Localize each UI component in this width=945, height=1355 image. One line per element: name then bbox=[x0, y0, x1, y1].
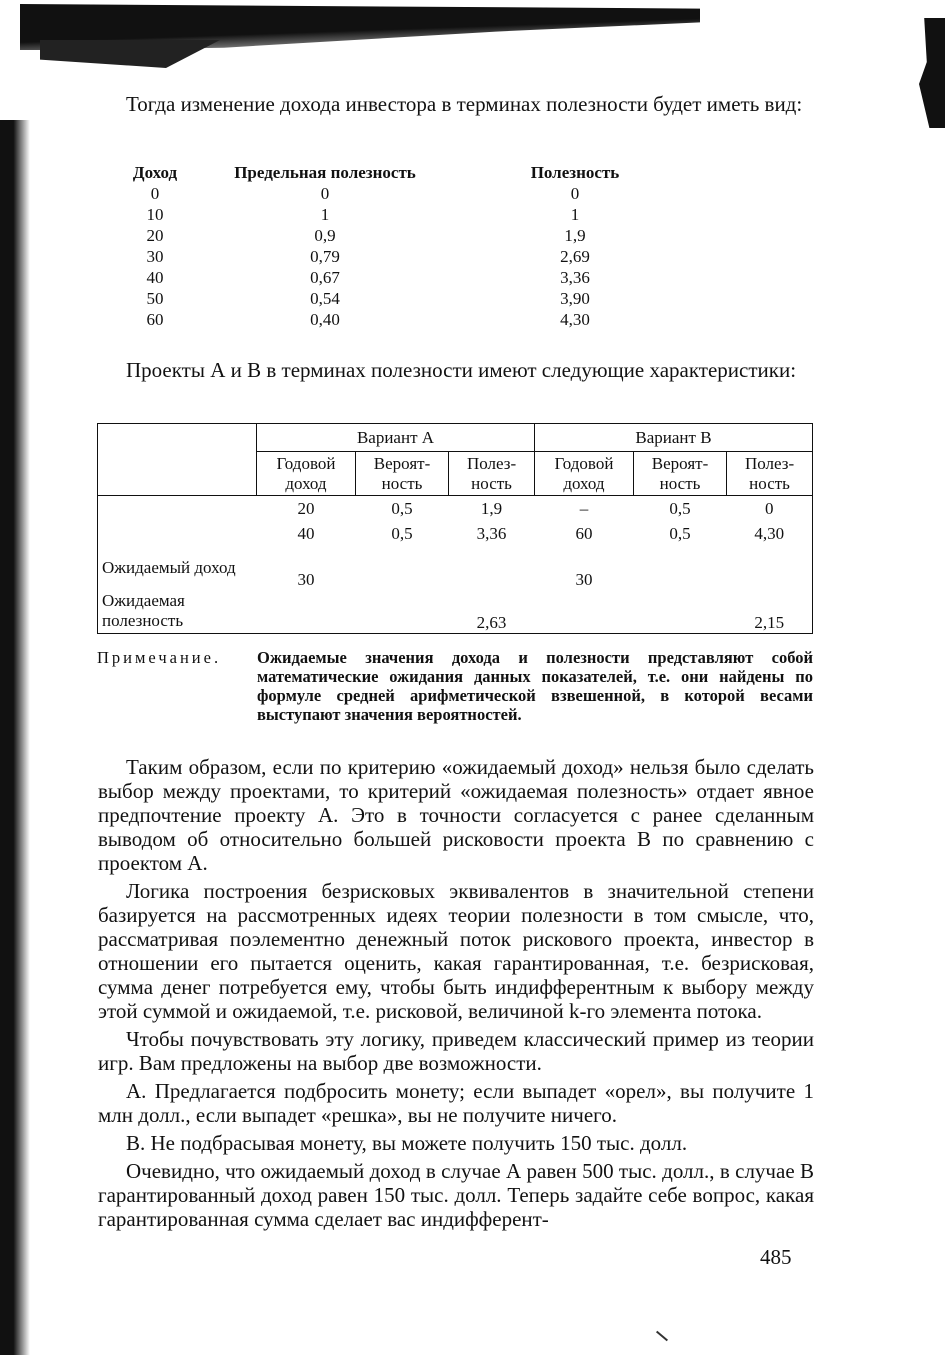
projects-intro-block bbox=[98, 358, 814, 382]
cell-income: 60 bbox=[146, 310, 164, 329]
income-table-header bbox=[130, 162, 720, 183]
variant-b-header: Вариант В bbox=[534, 424, 812, 452]
cell-marginal: 0,79 bbox=[310, 247, 340, 266]
paragraph-logic: Логика построения безрисковых эквивалентов в значительной степени базируется на рассмотренных идеях теории полезности в том смысле, что, рассматривая поэлементно денежный поток рискового проекта, инвестор в отношении его пытается оценить, какая гарантированная, т.е. безрисковая, сумма денег потребуется ему, чтобы быть индифферентным к выбору между этой суммой и ожидаемой, т.е. рисковой, величиной k-го элемента потока. bbox=[98, 879, 814, 1023]
table-row bbox=[130, 225, 720, 246]
page-number: 485 bbox=[760, 1245, 792, 1269]
table-row: Ожидаемая полезность 2,63 2,15 bbox=[98, 590, 813, 634]
cell-marginal: 0,54 bbox=[310, 289, 340, 308]
note-label: Примечание. bbox=[97, 648, 222, 667]
cell-marginal: 0,67 bbox=[310, 268, 340, 287]
col-prob-b: Вероят-ность bbox=[633, 452, 726, 496]
projects-intro: Проекты А и В в терминах полезности имеют следующие характеристики: bbox=[126, 358, 797, 382]
cell-utility: 1,9 bbox=[564, 226, 586, 245]
cell-utility: 1 bbox=[570, 205, 580, 224]
cell-marginal: 0,40 bbox=[310, 310, 340, 329]
col-util-a: Полез-ность bbox=[449, 452, 535, 496]
table-row bbox=[130, 183, 720, 204]
table-row bbox=[130, 267, 720, 288]
table-row bbox=[130, 288, 720, 309]
cell-income: 30 bbox=[146, 247, 164, 266]
income-utility-table bbox=[130, 162, 720, 330]
table-row: 40 0,5 3,36 60 0,5 4,30 bbox=[98, 522, 813, 546]
cell-utility: 3,36 bbox=[560, 268, 590, 287]
cell-utility: 0 bbox=[570, 184, 580, 203]
cell-income: 20 bbox=[146, 226, 164, 245]
header-income: Доход bbox=[132, 163, 178, 182]
scan-shadow-left bbox=[0, 120, 30, 1355]
note-text: Ожидаемые значения дохода и полезности представляют собой математические ожидания данных показателей, т.е. они найдены по формуле средней арифметической взвешенной, в которой весами выступают значения вероятностей. bbox=[257, 648, 813, 724]
col-income-b: Годовой доход bbox=[534, 452, 633, 496]
header-marginal-utility: Предельная полезность bbox=[234, 163, 416, 182]
body-text bbox=[98, 755, 814, 1235]
cell-marginal: 0,9 bbox=[314, 226, 336, 245]
variant-a-header: Вариант А bbox=[257, 424, 535, 452]
table-row bbox=[130, 246, 720, 267]
table-row: 20 0,5 1,9 – 0,5 0 bbox=[98, 496, 813, 522]
header-utility: Полезность bbox=[530, 163, 620, 182]
paragraph-example: Чтобы почувствовать эту логику, приведем классический пример из теории игр. Вам предложены на выбор две возможности. bbox=[98, 1027, 814, 1075]
paragraph-conclusion: Таким образом, если по критерию «ожидаемый доход» нельзя было сделать выбор между проектами, то критерий «ожидаемая полезность» отдает явное предпочтение проекту А. Это в точности согласуется с ранее сделанным выводом об относительно большей рисковости проекта В по сравнению с проектом А. bbox=[98, 755, 814, 875]
scan-mark bbox=[656, 1331, 668, 1342]
cell-marginal: 1 bbox=[320, 205, 330, 224]
cell-income: 0 bbox=[150, 184, 160, 203]
projects-table bbox=[97, 423, 813, 634]
cell-income: 10 bbox=[146, 205, 164, 224]
cell-income: 50 bbox=[146, 289, 164, 308]
table-row bbox=[130, 204, 720, 225]
intro-paragraph: Тогда изменение дохода инвестора в терминах полезности будет иметь вид: bbox=[126, 92, 803, 116]
col-prob-a: Вероят-ность bbox=[355, 452, 448, 496]
col-util-b: Полез-ность bbox=[727, 452, 813, 496]
table-note bbox=[97, 648, 813, 724]
cell-utility: 3,90 bbox=[560, 289, 590, 308]
cell-marginal: 0 bbox=[320, 184, 330, 203]
paragraph-option-a: А. Предлагается подбросить монету; если выпадет «орел», вы получите 1 млн долл., если выпадет «решка», вы не получите ничего. bbox=[98, 1079, 814, 1127]
col-income-a: Годовой доход bbox=[257, 452, 356, 496]
paragraph-option-b: В. Не подбрасывая монету, вы можете получить 150 тыс. долл. bbox=[126, 1131, 688, 1155]
table-row bbox=[130, 309, 720, 330]
scan-shadow-right bbox=[919, 18, 945, 128]
paragraph-expected: Очевидно, что ожидаемый доход в случае А равен 500 тыс. долл., в случае В гарантированный доход равен 150 тыс. долл. Теперь задайте себе вопрос, какая гарантированная сумма сделает вас индифферент- bbox=[98, 1159, 814, 1231]
cell-utility: 2,69 bbox=[560, 247, 590, 266]
scan-shadow-top-small bbox=[40, 40, 220, 68]
cell-income: 40 bbox=[146, 268, 164, 287]
cell-utility: 4,30 bbox=[560, 310, 590, 329]
table-row: Ожидаемый доход 30 30 bbox=[98, 546, 813, 590]
intro-paragraph-block bbox=[98, 92, 814, 116]
corner-cell bbox=[98, 424, 257, 496]
